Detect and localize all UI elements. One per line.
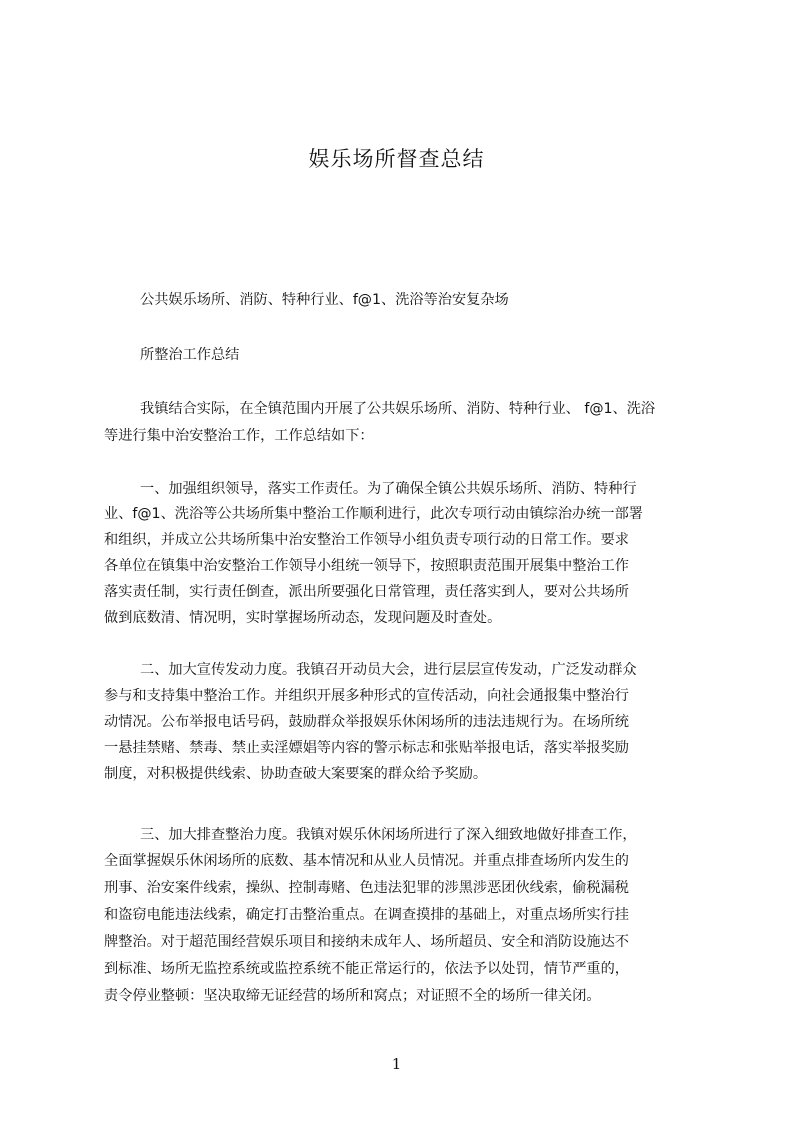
paragraph-line: 全面掌握娱乐休闲场所的底数、基本情况和从业人员情况。并重点排查场所内发生的 xyxy=(104,853,629,869)
paragraph-line: 责令停业整顿：坚决取缔无证经营的场所和窝点；对证照不全的场所一律关闭。 xyxy=(104,988,601,1004)
paragraph-line: 落实责任制，实行责任倒查，派出所要强化日常管理，责任落实到人，要对公共场所 xyxy=(104,584,629,600)
paragraph-line: 三、加大排查整治力度。我镇对娱乐休闲场所进行了深入细致地做好排查工作， xyxy=(140,827,637,843)
paragraph-line: 动情况。公布举报电话号码，鼓励群众举报娱乐休闲场所的违法违规行为。在场所统 xyxy=(104,714,629,730)
paragraph-line: 我镇结合实际，在全镇范围内开展了公共娱乐场所、消防、特种行业、 f@1、洗浴 xyxy=(140,401,656,417)
paragraph-line: 和盗窃电能违法线索，确定打击整治重点。在调查摸排的基础上，对重点场所实行挂 xyxy=(104,907,629,923)
paragraph-line: 参与和支持集中整治工作。并组织开展多种形式的宣传活动，向社会通报集中整治行 xyxy=(104,688,629,704)
paragraph-line: 一悬挂禁赌、禁毒、禁止卖淫嫖娼等内容的警示标志和张贴举报电话，落实举报奖励 xyxy=(104,740,629,756)
paragraph-line: 业、f@1、洗浴等公共场所集中整治工作顺利进行，此次专项行动由镇综治办统一部署 xyxy=(104,506,643,522)
paragraph-line: 做到底数清、情况明，实时掌握场所动态，发现问题及时查处。 xyxy=(104,610,502,626)
intro-line: 所整治工作总结 xyxy=(140,347,240,363)
paragraph-line: 各单位在镇集中治安整治工作领导小组统一领导下，按照职责范围开展集中整治工作 xyxy=(104,558,629,574)
page-number: 1 xyxy=(391,1055,402,1073)
intro-line: 公共娱乐场所、消防、特种行业、f@1、洗浴等治安复杂场 xyxy=(140,292,509,308)
paragraph-line: 二、加大宣传发动力度。我镇召开动员大会，进行层层宣传发动，广泛发动群众 xyxy=(140,662,637,678)
paragraph-line: 制度，对积极提供线索、协助查破大案要案的群众给予奖励。 xyxy=(104,766,488,782)
paragraph-line: 等进行集中治安整治工作，工作总结如下： xyxy=(104,428,374,444)
paragraph-line: 和组织，并成立公共场所集中治安整治工作领导小组负责专项行动的日常工作。要求 xyxy=(104,532,629,548)
document-title: 娱乐场所督查总结 xyxy=(308,147,485,171)
paragraph-line: 到标准、场所无监控系统或监控系统不能正常运行的，依法予以处罚，情节严重的， xyxy=(104,961,629,977)
paragraph-line: 牌整治。对于超范围经营娱乐项目和接纳未成年人、场所超员、安全和消防设施达不 xyxy=(104,934,629,950)
paragraph-line: 刑事、治安案件线索，操纵、控制毒赌、色违法犯罪的涉黑涉恶团伙线索，偷税漏税 xyxy=(104,880,629,896)
paragraph-line: 一、加强组织领导，落实工作责任。为了确保全镇公共娱乐场所、消防、特种行 xyxy=(140,481,637,497)
